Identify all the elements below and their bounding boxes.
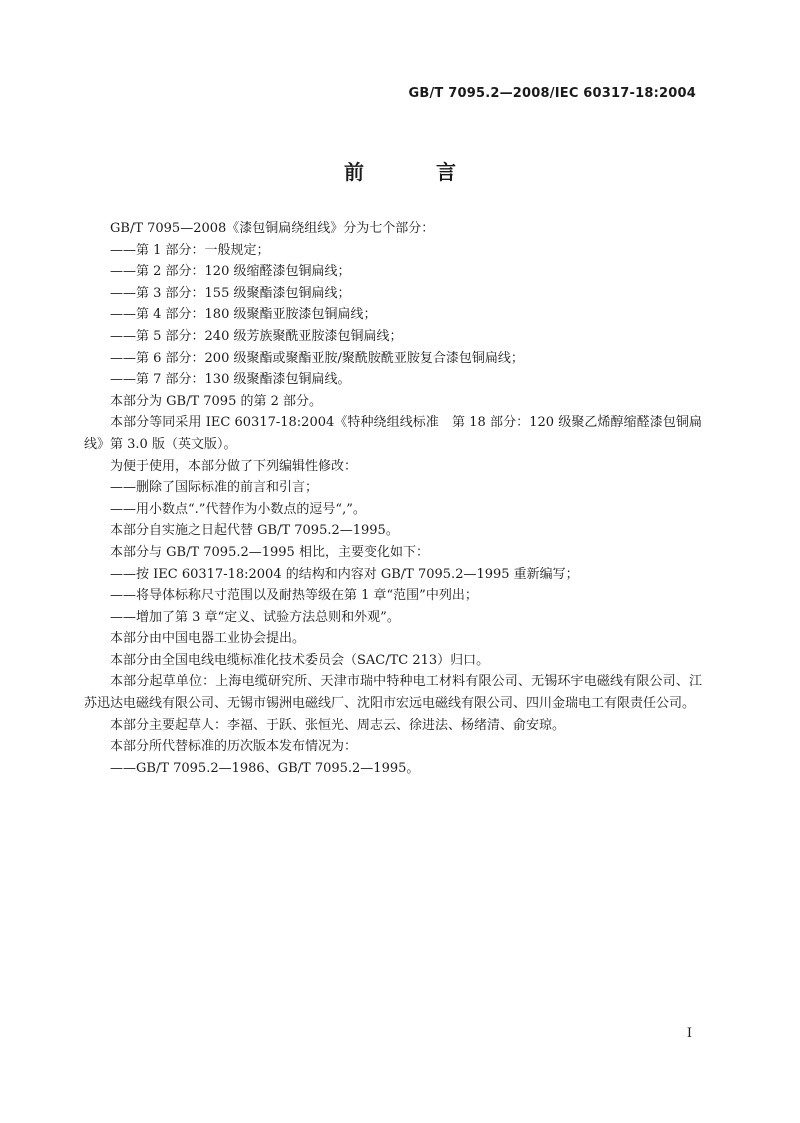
paragraph-part-number: 本部分为 GB/T 7095 的第 2 部分。 [110, 393, 323, 409]
list-item-change-2: ——将导体标称尺寸范围以及耐热等级在第 1 章“范围”中列出； [110, 588, 478, 604]
list-item-part-7: ——第 7 部分：130 级聚酯漆包铜扁线。 [110, 372, 351, 388]
paragraph-series-intro: GB/T 7095—2008《漆包铜扁绕组线》分为七个部分： [110, 221, 435, 236]
list-item-part-1: ——第 1 部分：一般规定； [110, 242, 270, 258]
standard-code-header: GB/T 7095.2—2008/IEC 60317-18:2004 [408, 86, 696, 101]
page-title: 前 言 [344, 160, 482, 184]
paragraph-editorial-intro: 为便于使用，本部分做了下列编辑性修改： [110, 458, 358, 474]
foreword-body [84, 218, 702, 779]
paragraph-replaces: 本部分自实施之日起代替 GB/T 7095.2—1995。 [110, 523, 399, 539]
paragraph-adoption: 本部分等同采用 IEC 60317-18:2004《特种绕组线标准 第 18 部分：120 级聚乙烯醇缩醛漆包铜扁线》第 3.0 版（英文版）。 [84, 415, 702, 452]
list-item-change-3: ——增加了第 3 章“定义、试验方法总则和外观”。 [110, 609, 400, 625]
list-item-part-6: ——第 6 部分：200 级聚酯或聚酯亚胺/聚酰胺酰亚胺复合漆包铜扁线； [110, 350, 524, 366]
paragraph-history-intro: 本部分所代替标准的历次版本发布情况为： [110, 739, 358, 755]
list-item-editorial-2: ——用小数点“.”代替作为小数点的逗号“,”。 [110, 501, 366, 517]
page-number: I [686, 1026, 692, 1041]
paragraph-changes-intro: 本部分与 GB/T 7095.2—1995 相比，主要变化如下： [110, 544, 429, 560]
list-item-part-4: ——第 4 部分：180 级聚酯亚胺漆包铜扁线； [110, 307, 377, 323]
list-item-part-2: ——第 2 部分：120 级缩醛漆包铜扁线； [110, 264, 351, 280]
list-item-change-1: ——按 IEC 60317-18:2004 的结构和内容对 GB/T 7095.2—1995 重新编写； [110, 566, 579, 582]
paragraph-proposed-by: 本部分由中国电器工业协会提出。 [110, 631, 306, 647]
list-item-part-3: ——第 3 部分：155 级聚酯漆包铜扁线； [110, 285, 351, 301]
list-item-editorial-1: ——删除了国际标准的前言和引言； [110, 480, 319, 496]
list-item-history: ——GB/T 7095.2—1986、GB/T 7095.2—1995。 [110, 760, 420, 776]
paragraph-drafting-units: 本部分起草单位：上海电缆研究所、天津市瑞中特种电工材料有限公司、无锡环宇电磁线有限公司、江苏迅达电磁线有限公司、无锡市锡洲电磁线厂、沈阳市宏远电磁线有限公司、四川金瑞电工有限责任公司。 [84, 674, 702, 712]
paragraph-drafters: 本部分主要起草人：李福、于跃、张恒光、周志云、徐进法、杨绪清、俞安琼。 [110, 717, 566, 733]
paragraph-under-jurisdiction: 本部分由全国电线电缆标准化技术委员会（SAC/TC 213）归口。 [110, 652, 490, 668]
list-item-part-5: ——第 5 部分：240 级芳族聚酰亚胺漆包铜扁线； [110, 328, 403, 344]
